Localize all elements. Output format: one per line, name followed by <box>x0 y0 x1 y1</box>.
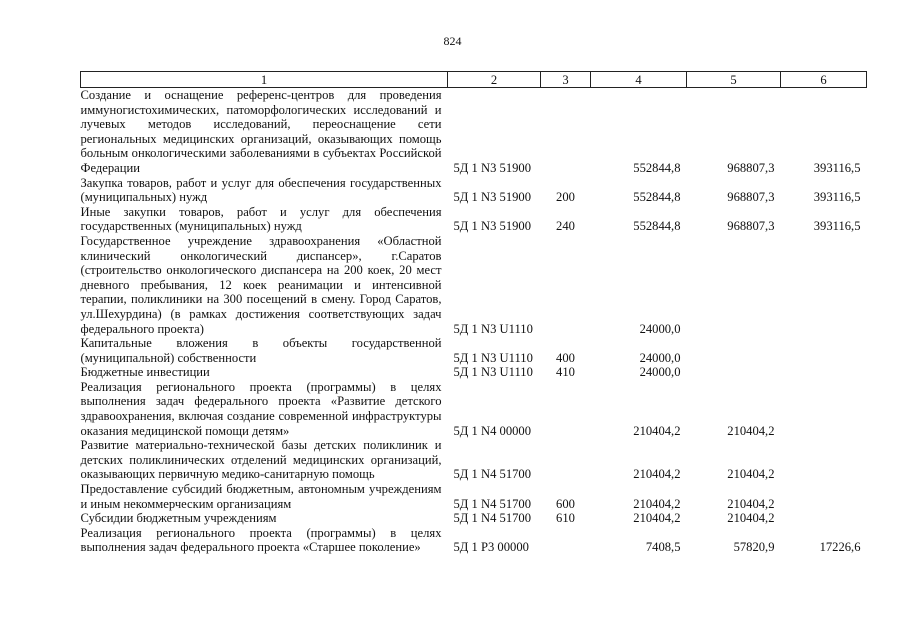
table-row <box>81 380 867 438</box>
table-row <box>81 234 867 336</box>
row-value-5: 968807,3 <box>727 219 775 234</box>
row-value-6 <box>781 511 867 526</box>
row-value-4: 210404,2 <box>633 496 681 511</box>
row-expense-type: 410 <box>556 365 575 380</box>
table-row <box>81 438 867 482</box>
row-value-6 <box>781 234 867 336</box>
header-row <box>81 72 867 88</box>
header-cell: 3 <box>541 72 591 88</box>
row-code: 5Д 1 N4 51700 <box>453 467 532 482</box>
row-code: 5Д 1 N4 51700 <box>453 511 532 526</box>
row-expense-type: 200 <box>556 190 575 205</box>
row-expense-type: 600 <box>556 496 575 511</box>
row-code: 5Д 1 N3 51900 <box>453 219 532 234</box>
row-value-4: 552844,8 <box>633 160 681 175</box>
row-code: 5Д 1 N3 U1110 <box>453 365 533 380</box>
row-value-5: 210404,2 <box>727 496 775 511</box>
row-value-6 <box>781 380 867 438</box>
table-row <box>81 176 867 205</box>
row-value-5: 57820,9 <box>733 540 775 555</box>
row-value-4: 552844,8 <box>633 190 681 205</box>
row-name: Государственное учреждение здравоохранения «Областной клинический онкологический диспансер», г.Саратов (строительство онкологического диспансера на 200 коек, 20 мест дневного пребывания, 12 коек реанимации и интенсивной терапии, поликлиники на 300 посещений в смену. Город Саратов, ул.Шехурдина) (в рамках достижения соответствующих задач федерального проекта) <box>80 233 442 336</box>
row-value-5 <box>687 365 781 380</box>
row-code: 5Д 1 N3 U1110 <box>453 350 533 365</box>
row-name: Создание и оснащение референс-центров для проведения иммуногистохимических, патоморфологических исследований и лучевых методов исследований, переоснащение сети региональных медицинских организаций, оказывающих помощь больным онкологическими заболеваниями в субъектах Российской Федерации <box>80 88 442 175</box>
table-row <box>81 365 867 380</box>
row-name: Предоставление субсидий бюджетным, автономным учреждениям и иным некоммерческим организациям <box>80 482 442 511</box>
row-code: 5Д 1 P3 00000 <box>453 540 529 555</box>
row-name: Реализация регионального проекта (программы) в целях выполнения задач федерального проекта «Развитие детского здравоохранения, включая создание современной инфраструктуры оказания медицинской помощи детям» <box>80 379 442 438</box>
row-value-6 <box>781 336 867 365</box>
row-value-6 <box>781 438 867 482</box>
row-value-5: 968807,3 <box>727 160 775 175</box>
row-value-5: 210404,2 <box>727 511 775 526</box>
row-code: 5Д 1 N4 00000 <box>453 423 532 438</box>
header-cell: 1 <box>81 72 448 88</box>
row-code: 5Д 1 N3 U1110 <box>453 321 533 336</box>
header-cell: 6 <box>781 72 867 88</box>
table-row <box>81 526 867 555</box>
row-expense-type <box>541 380 591 438</box>
row-expense-type <box>541 88 591 176</box>
row-value-4: 7408,5 <box>645 540 681 555</box>
table-row <box>81 88 867 176</box>
row-name: Реализация регионального проекта (программы) в целях выполнения задач федерального проекта «Старшее поколение» <box>80 525 442 555</box>
row-value-6: 17226,6 <box>819 540 861 555</box>
table-row <box>81 482 867 511</box>
header-cell: 5 <box>687 72 781 88</box>
table-row <box>81 336 867 365</box>
row-value-6 <box>781 482 867 511</box>
row-value-6 <box>781 365 867 380</box>
row-value-6: 393116,5 <box>813 160 861 175</box>
row-value-4: 24000,0 <box>639 365 681 380</box>
page-number: 824 <box>443 34 462 48</box>
table-row <box>81 511 867 526</box>
row-code: 5Д 1 N3 51900 <box>453 160 532 175</box>
row-value-4: 210404,2 <box>633 511 681 526</box>
row-value-5 <box>687 336 781 365</box>
row-expense-type: 610 <box>556 511 575 526</box>
row-value-6: 393116,5 <box>813 190 861 205</box>
row-name: Бюджетные инвестиции <box>80 365 210 380</box>
row-value-4: 24000,0 <box>639 350 681 365</box>
row-value-5: 968807,3 <box>727 190 775 205</box>
row-value-5: 210404,2 <box>727 467 775 482</box>
row-expense-type <box>541 526 591 555</box>
row-value-4: 552844,8 <box>633 219 681 234</box>
row-value-5 <box>687 234 781 336</box>
row-expense-type: 240 <box>556 219 575 234</box>
row-code: 5Д 1 N4 51700 <box>453 496 532 511</box>
row-value-5: 210404,2 <box>727 423 775 438</box>
header-cell: 4 <box>591 72 687 88</box>
row-name: Закупка товаров, работ и услуг для обеспечения государственных (муниципальных) нужд <box>80 175 442 205</box>
row-value-4: 24000,0 <box>639 321 681 336</box>
header-cell: 2 <box>448 72 541 88</box>
row-name: Иные закупки товаров, работ и услуг для обеспечения государственных (муниципальных) нужд <box>80 204 442 234</box>
row-code: 5Д 1 N3 51900 <box>453 190 532 205</box>
row-value-6: 393116,5 <box>813 219 861 234</box>
row-expense-type: 400 <box>556 350 575 365</box>
row-expense-type <box>541 438 591 482</box>
budget-table <box>80 71 867 555</box>
table-row <box>81 205 867 234</box>
row-name: Развитие материально-технической базы детских поликлиник и детских поликлинических отделений медицинских организаций, оказывающих первичную медико-санитарную помощь <box>80 438 442 482</box>
row-expense-type <box>541 234 591 336</box>
row-name: Субсидии бюджетным учреждениям <box>80 511 277 526</box>
row-name: Капитальные вложения в объекты государственной (муниципальной) собственности <box>80 336 442 365</box>
row-value-4: 210404,2 <box>633 423 681 438</box>
row-value-4: 210404,2 <box>633 467 681 482</box>
